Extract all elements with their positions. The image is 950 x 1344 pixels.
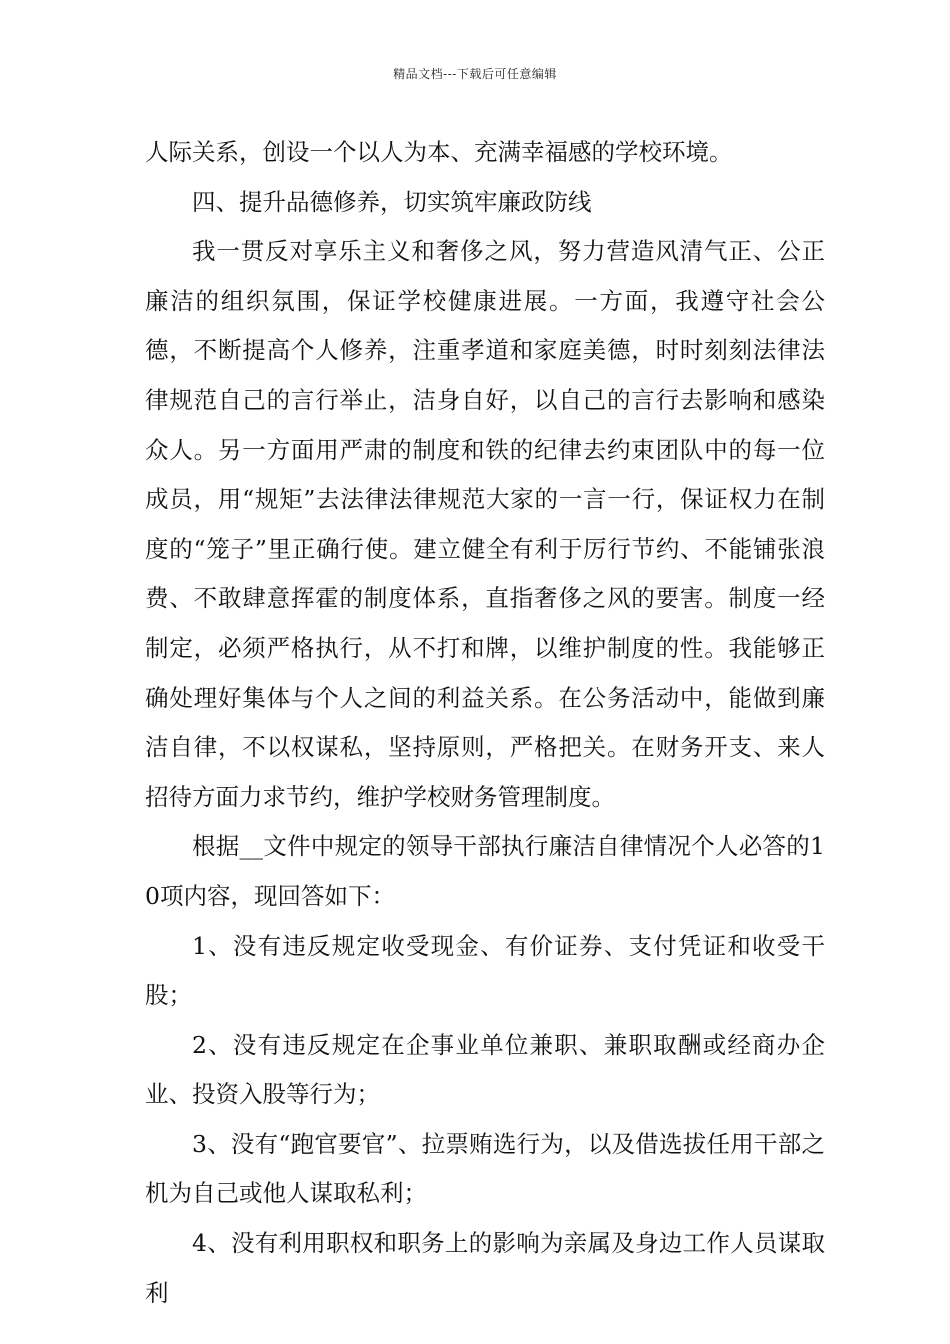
list-item-4: 4、没有利用职权和职务上的影响为亲属及身边工作人员谋取利	[145, 1229, 825, 1307]
section-heading: 四、提升品德修养，切实筑牢廉政防线	[192, 187, 592, 216]
document-body	[145, 128, 825, 1318]
paragraph-integrity: 我一贯反对享乐主义和奢侈之风，努力营造风清气正、公正廉洁的组织氛围，保证学校健康进展。一方面，我遵守社会公德，不断提高个人修养，注重孝道和家庭美德，时时刻刻法律法律规范自己的言行举止，洁身自好，以自己的言行去影响和感染众人。另一方面用严肃的制度和铁的纪律去约束团队中的每一位成员，用“规矩”去法律法律规范大家的一言一行，保证权力在制度的“笼子”里正确行使。建立健全有利于厉行节约、不能铺张浪费、不敢肆意挥霍的制度体系，直指奢侈之风的要害。制度一经制定，必须严格执行，从不打和牌，以维护制度的性。我能够正确处理好集体与个人之间的利益关系。在公务活动中，能做到廉洁自律，不以权谋私，坚持原则，严格把关。在财务开支、来人招待方面力求节约，维护学校财务管理制度。	[145, 237, 825, 811]
paragraph-intro-answers: 根据__文件中规定的领导干部执行廉洁自律情况个人必答的10项内容，现回答如下：	[145, 832, 825, 910]
paragraph-continuation: 人际关系，创设一个以人为本、充满幸福感的学校环境。	[145, 138, 733, 166]
page-header: 精品文档---下载后可任意编辑	[393, 67, 557, 81]
list-item-2: 2、没有违反规定在企事业单位兼职、兼职取酬或经商办企业、投资入股等行为；	[145, 1030, 825, 1109]
list-item-1: 1、没有违反规定收受现金、有价证券、支付凭证和收受干股；	[145, 931, 825, 1010]
list-item-3: 3、没有“跑官要官”、拉票贿选行为，以及借选拔任用干部之机为自己或他人谋取私利；	[145, 1129, 825, 1208]
